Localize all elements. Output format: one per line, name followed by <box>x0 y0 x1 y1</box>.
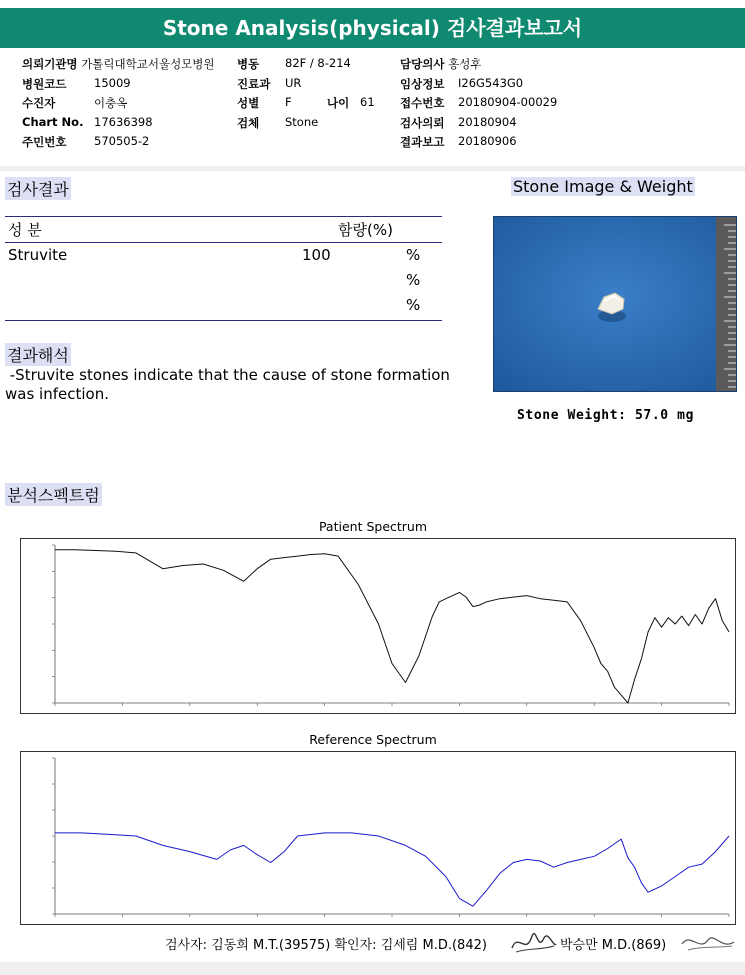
results-bottom-rule <box>5 320 442 321</box>
component-column-header: 성 분 <box>8 221 42 239</box>
specimen-label: 검체 <box>237 116 260 130</box>
ward-field <box>237 56 259 72</box>
resident-no-value: 570505-2 <box>94 134 150 148</box>
patient-name-value: 이충옥 <box>94 96 128 110</box>
age-value: 61 <box>360 95 375 109</box>
request-date-label: 검사의뢰 <box>400 116 445 130</box>
clinical-info-value: I26G543G0 <box>458 76 524 90</box>
age-label: 나이 <box>327 96 350 110</box>
doctor-field <box>400 56 481 72</box>
patient-spectrum-plot <box>21 539 735 713</box>
institution-label: 의뢰기관명 <box>22 57 78 71</box>
report-date-label: 결과보고 <box>400 135 445 149</box>
report-date-value: 20180906 <box>458 134 517 148</box>
footer-band <box>0 962 745 975</box>
reference-spectrum-chart <box>20 751 736 925</box>
stone-image-title: Stone Image & Weight <box>513 177 693 196</box>
interpretation-title: 결과해석 <box>5 343 71 366</box>
interpretation-line: was infection. <box>5 385 109 403</box>
patient-spectrum-chart <box>20 538 736 714</box>
clinical-info-label: 임상정보 <box>400 77 445 91</box>
patient-spectrum-title: Patient Spectrum <box>318 519 428 534</box>
receipt-no-label: 접수번호 <box>400 96 445 110</box>
department-label: 진료과 <box>237 77 271 91</box>
results-title: 검사결과 <box>5 177 71 200</box>
hospital-code-value: 15009 <box>94 76 131 90</box>
sex-label: 성별 <box>237 96 260 110</box>
chart-no-label: Chart No. <box>22 115 84 129</box>
signature-mark-2 <box>678 928 738 956</box>
result-unit: % <box>406 246 421 264</box>
patient-name-label: 수진자 <box>22 96 56 110</box>
chart-axis <box>55 545 729 703</box>
patient-spectrum-line <box>55 550 729 703</box>
report-title: Stone Analysis(physical) 검사결과보고서 <box>0 8 745 48</box>
amount-column-header: 함량(%) <box>338 221 393 239</box>
stone-photo <box>493 216 737 392</box>
result-component: Struvite <box>8 246 68 264</box>
results-header-rule <box>5 242 442 243</box>
request-date-value: 20180904 <box>458 115 517 129</box>
signature-line-2: 박승만 M.D.(869) <box>560 938 667 953</box>
signature-line: 검사자: 김동희 M.T.(39575) 확인자: 김세림 M.D.(842) <box>165 938 487 953</box>
signature-mark <box>508 926 558 958</box>
separator-band <box>0 166 745 171</box>
stone-photo-graphic <box>494 217 736 391</box>
department-value: UR <box>285 76 302 90</box>
results-top-rule <box>5 216 442 217</box>
result-amount: 100 <box>302 246 331 264</box>
stone-weight-value: 57.0 <box>634 408 669 423</box>
doctor-label: 담당의사 <box>400 57 445 71</box>
ward-label: 병동 <box>237 57 260 71</box>
spectrum-title: 분석스펙트럼 <box>5 483 102 506</box>
resident-no-label: 주민번호 <box>22 135 67 149</box>
ward-value: 82F / 8-214 <box>285 56 351 70</box>
interpretation-line: -Struvite stones indicate that the cause of stone formation <box>5 366 450 384</box>
institution-field <box>22 56 215 72</box>
doctor-value: 홍성후 <box>448 57 482 71</box>
stone-weight-unit: mg <box>677 408 694 423</box>
chart-no-value: 17636398 <box>94 115 153 129</box>
reference-spectrum-line <box>55 833 729 906</box>
stone-weight-label: Stone Weight: <box>517 408 627 423</box>
reference-spectrum-title: Reference Spectrum <box>309 732 437 747</box>
hospital-code-label: 병원코드 <box>22 77 67 91</box>
specimen-value: Stone <box>285 115 319 129</box>
receipt-no-value: 20180904-00029 <box>458 95 558 109</box>
sex-value: F <box>285 95 292 109</box>
institution-value: 가톨릭대학교서울성모병원 <box>81 57 215 71</box>
result-unit: % <box>406 296 421 314</box>
chart-axis <box>55 758 729 914</box>
stone-weight <box>517 408 694 423</box>
result-unit: % <box>406 271 421 289</box>
reference-spectrum-plot <box>21 752 735 924</box>
